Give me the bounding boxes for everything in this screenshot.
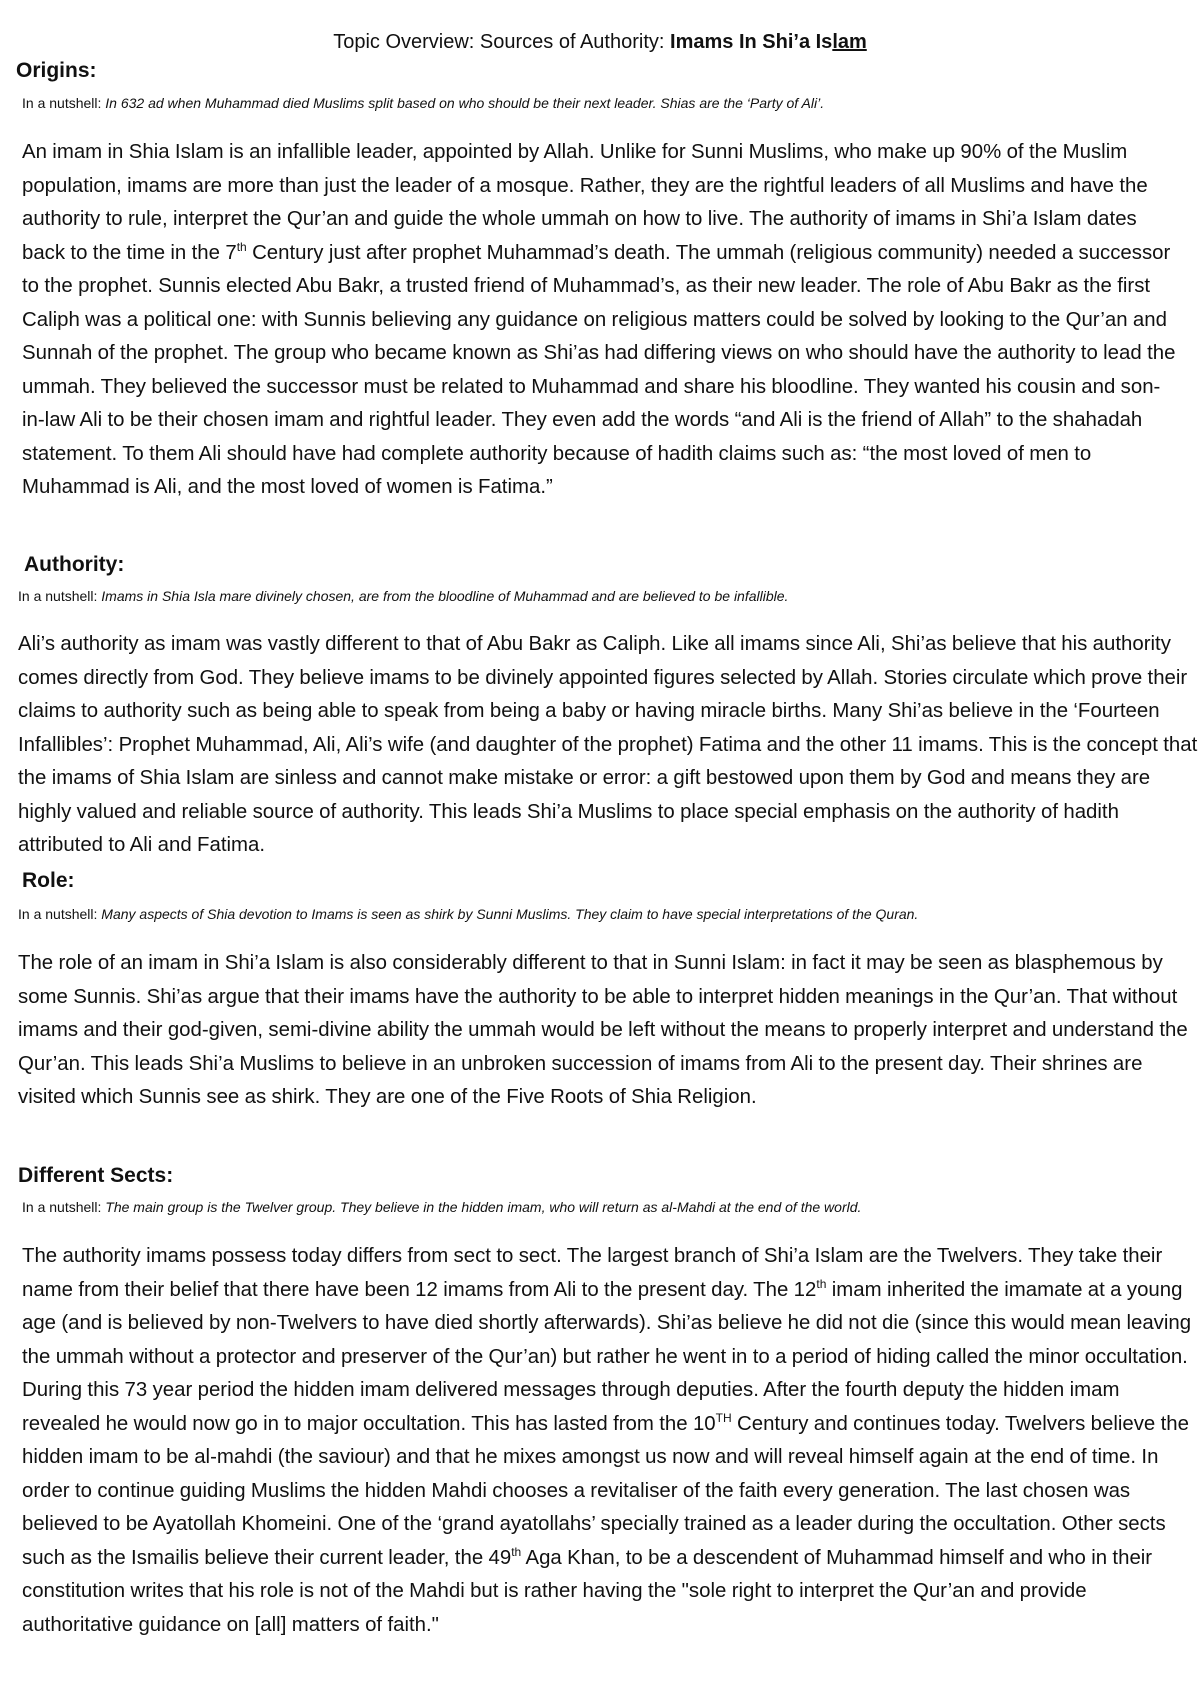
superscript: th bbox=[236, 239, 247, 254]
title-bold: Imams In Shi’a Is bbox=[670, 31, 833, 53]
nutshell-label: In a nutshell: bbox=[18, 906, 102, 922]
superscript: th bbox=[816, 1276, 827, 1291]
section-heading-different-sects: Different Sects: bbox=[18, 1164, 174, 1187]
body-text: The role of an imam in Shi’a Islam is also considerably different to that in Sunni Islam: in fact it may be seen as blasphemous by some Sunnis. Shi’as argue that their imams have the authority to be able to interpret hidden meanings in the Qur’an. That without imams and their god-given, semi-divine ability the ummah would be left without the means to properly interpret and understand the Qur’an. This leads Shi’a Muslims to believe in an unbroken succession of imams from Ali to the present day. Their shrines are visited which Sunnis see as shirk. They are one of the Five Roots of Shia Religion. bbox=[18, 952, 1188, 1108]
body-text: Century just after prophet Muhammad’s death. The ummah (religious community) needed a successor to the prophet. Sunnis elected Abu Bakr, a trusted friend of Muhammad’s, as their new leader. The role of Abu Bakr as the first Caliph was a political one: with Sunnis believing any guidance on religious matters could be solved by looking to the Qur’an and Sunnah of the prophet. The group who became known as Shi’as had differing views on who should have the authority to lead the ummah. They believed the successor must be related to Muhammad and share his bloodline. They wanted his cousin and son-in-law Ali to be their chosen imam and rightful leader. They even add the words “and Ali is the friend of Allah” to the shahadah statement. To them Ali should have had complete authority because of hadith claims such as: “the most loved of men to Muhammad is Ali, and the most loved of women is Fatima.” bbox=[22, 241, 1176, 498]
nutshell-role bbox=[18, 905, 918, 923]
title-prefix: Topic Overview: Sources of Authority: bbox=[333, 31, 671, 53]
section-heading-role: Role: bbox=[22, 869, 75, 892]
body-text: Aga Khan, to be a descendent of Muhammad himself and who in their constitution writes that his role is not of the Mahdi but is rather having the "sole right to interpret the Qur’an and provide authoritative guidance on [all] matters of faith." bbox=[22, 1546, 1153, 1636]
nutshell-authority bbox=[18, 587, 788, 605]
nutshell-text: In 632 ad when Muhammad died Muslims split based on who should be their next leader. Shias are the ‘Party of Ali’. bbox=[105, 95, 825, 111]
body-text: Ali’s authority as imam was vastly different to that of Abu Bakr as Caliph. Like all imams since Ali, Shi’as believe that his authority comes directly from God. They believe imams to be divinely appointed figures selected by Allah. Stories circulate which prove their claims to authority such as being able to speak from being a baby or having miracle births. Many Shi’as believe in the ‘Fourteen Infallibles’: Prophet Muhammad, Ali, Ali’s wife (and daughter of the prophet) Fatima and the other 11 imams. This is the concept that the imams of Shia Islam are sinless and cannot make mistake or error: a gift bestowed upon them by God and means they are highly valued and reliable source of authority. This leads Shi’a Muslims to place special emphasis on the authority of hadith attributed to Ali and Fatima. bbox=[18, 633, 1198, 856]
nutshell-label: In a nutshell: bbox=[22, 95, 106, 111]
section-body-different-sects bbox=[22, 1240, 1194, 1642]
nutshell-text: The main group is the Twelver group. They believe in the hidden imam, who will return as al-Mahdi at the end of the world. bbox=[105, 1199, 862, 1215]
nutshell-text: Many aspects of Shia devotion to Imams is seen as shirk by Sunni Muslims. They claim to have special interpretations of the Quran. bbox=[101, 906, 919, 922]
section-heading-origins: Origins: bbox=[16, 59, 97, 82]
nutshell-different-sects bbox=[22, 1198, 861, 1216]
nutshell-text: Imams in Shia Isla mare divinely chosen, are from the bloodline of Muhammad and are believed to be infallible. bbox=[101, 588, 789, 604]
superscript: th bbox=[511, 1544, 522, 1559]
nutshell-label: In a nutshell: bbox=[22, 1199, 106, 1215]
section-body-origins bbox=[22, 136, 1182, 505]
title-underlined: lam bbox=[832, 31, 867, 53]
section-body-role bbox=[18, 947, 1198, 1115]
body-text: The authority imams possess today differs from sect to sect. The largest branch of Shi’a Islam are the Twelvers. They take their name from their belief that there have been 12 imams from Ali to the present day. The 12 bbox=[22, 1245, 1163, 1301]
body-text: Century and continues today. Twelvers believe the hidden imam to be al-mahdi (the saviour) and that he mixes amongst us now and will reveal himself again at the end of time. In order to continue guiding Muslims the hidden Mahdi chooses a revitaliser of the faith every generation. The last chosen was believed to be Ayatollah Khomeini. One of the ‘grand ayatollahs’ specially trained as a leader during the occultation. Other sects such as the Ismailis believe their current leader, the 49 bbox=[22, 1412, 1189, 1569]
page-title bbox=[0, 30, 1200, 54]
section-heading-authority: Authority: bbox=[24, 553, 125, 576]
body-text: imam inherited the imamate at a young age (and is believed by non-Twelvers to have died shortly afterwards). Shi’as believe he did not die (since this would mean leaving the ummah without a protector and preserver of the Qur’an) but rather he went in to a period of hiding called the minor occultation. During this 73 year period the hidden imam delivered messages through deputies. After the fourth deputy the hidden imam revealed he would now go in to major occultation. This has lasted from the 10 bbox=[22, 1278, 1192, 1435]
body-text: An imam in Shia Islam is an infallible leader, appointed by Allah. Unlike for Sunni Muslims, who make up 90% of the Muslim population, imams are more than just the leader of a mosque. Rather, they are the rightful leaders of all Muslims and have the authority to rule, interpret the Qur’an and guide the whole ummah on how to live. The authority of imams in Shi’a Islam dates back to the time in the 7 bbox=[22, 141, 1148, 264]
section-body-authority bbox=[18, 628, 1198, 863]
nutshell-origins bbox=[22, 94, 824, 112]
superscript: TH bbox=[715, 1410, 732, 1425]
nutshell-label: In a nutshell: bbox=[18, 588, 102, 604]
